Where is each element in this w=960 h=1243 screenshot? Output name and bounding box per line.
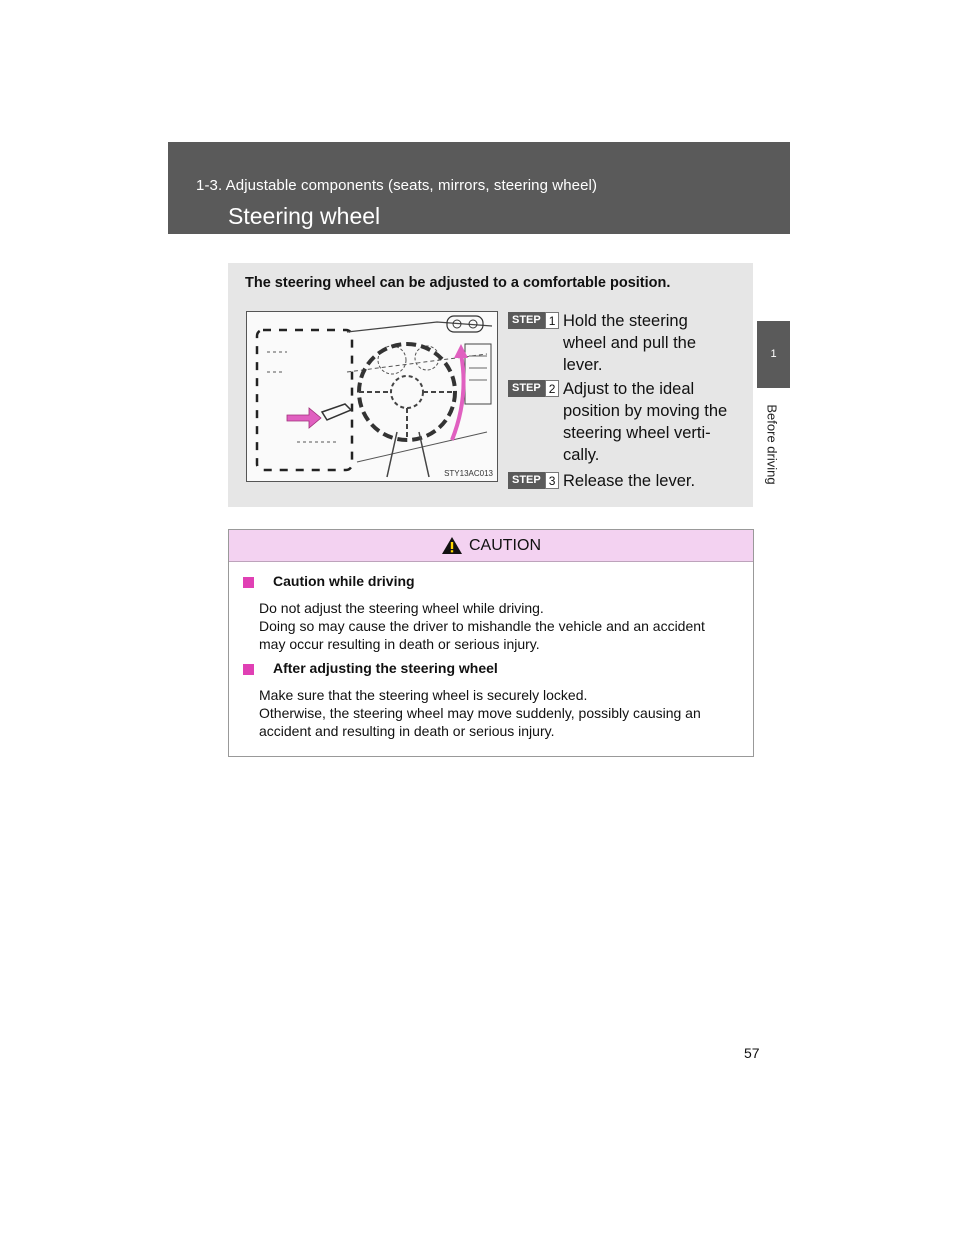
- warning-triangle-icon: [441, 536, 463, 555]
- caution-line: accident and resulting in death or serious injury.: [259, 723, 555, 739]
- caution-line: Make sure that the steering wheel is securely locked.: [259, 687, 588, 703]
- bullet-square-icon: [243, 577, 254, 588]
- caution-line: Do not adjust the steering wheel while driving.: [259, 600, 544, 616]
- step-line: Adjust to the ideal: [563, 380, 695, 398]
- step-text: [563, 470, 733, 492]
- step-badge-label: STEP: [508, 312, 545, 329]
- step-badge-number: 2: [545, 380, 560, 397]
- caution-item-body: [259, 686, 739, 740]
- step-text: [563, 310, 733, 376]
- caution-box: [228, 529, 754, 757]
- chapter-label-text: Before driving: [764, 404, 780, 485]
- caution-item-heading: Caution while driving: [273, 573, 415, 589]
- page-number: 57: [744, 1045, 760, 1061]
- section-title: 1-3. Adjustable components (seats, mirrors, steering wheel): [196, 177, 598, 194]
- step-badge: [508, 472, 559, 489]
- caution-line: may occur resulting in death or serious injury.: [259, 636, 540, 652]
- step-line: position by moving the: [563, 402, 728, 420]
- step-line: steering wheel verti-: [563, 424, 711, 442]
- step-badge: [508, 380, 559, 397]
- caution-item-body: [259, 599, 739, 653]
- step-line: Hold the steering: [563, 312, 688, 330]
- step-line: wheel and pull the: [563, 334, 697, 352]
- steering-adjustment-illustration: [246, 311, 498, 482]
- step-badge: [508, 312, 559, 329]
- chapter-label: [752, 392, 792, 497]
- intro-text: The steering wheel can be adjusted to a comfortable position.: [245, 275, 671, 291]
- step-badge-number: 3: [545, 472, 560, 489]
- caution-line: Otherwise, the steering wheel may move suddenly, possibly causing an: [259, 705, 701, 721]
- dashboard-drawing: [247, 312, 497, 481]
- caution-header: [229, 530, 753, 562]
- page-title: Steering wheel: [228, 203, 381, 229]
- bullet-square-icon: [243, 664, 254, 675]
- step-badge-number: 1: [545, 312, 560, 329]
- illustration-code: STY13AC013: [444, 469, 493, 478]
- caution-line: Doing so may cause the driver to mishandle the vehicle and an accident: [259, 618, 705, 634]
- header-band: [168, 142, 790, 234]
- caution-item-heading: After adjusting the steering wheel: [273, 660, 498, 676]
- chapter-tab: 1: [757, 321, 790, 388]
- step-line: lever.: [563, 356, 603, 374]
- step-badge-label: STEP: [508, 472, 545, 489]
- caution-title: CAUTION: [469, 536, 541, 554]
- step-line: cally.: [563, 446, 600, 464]
- step-badge-label: STEP: [508, 380, 545, 397]
- step-line: Release the lever.: [563, 472, 696, 490]
- step-text: [563, 378, 733, 466]
